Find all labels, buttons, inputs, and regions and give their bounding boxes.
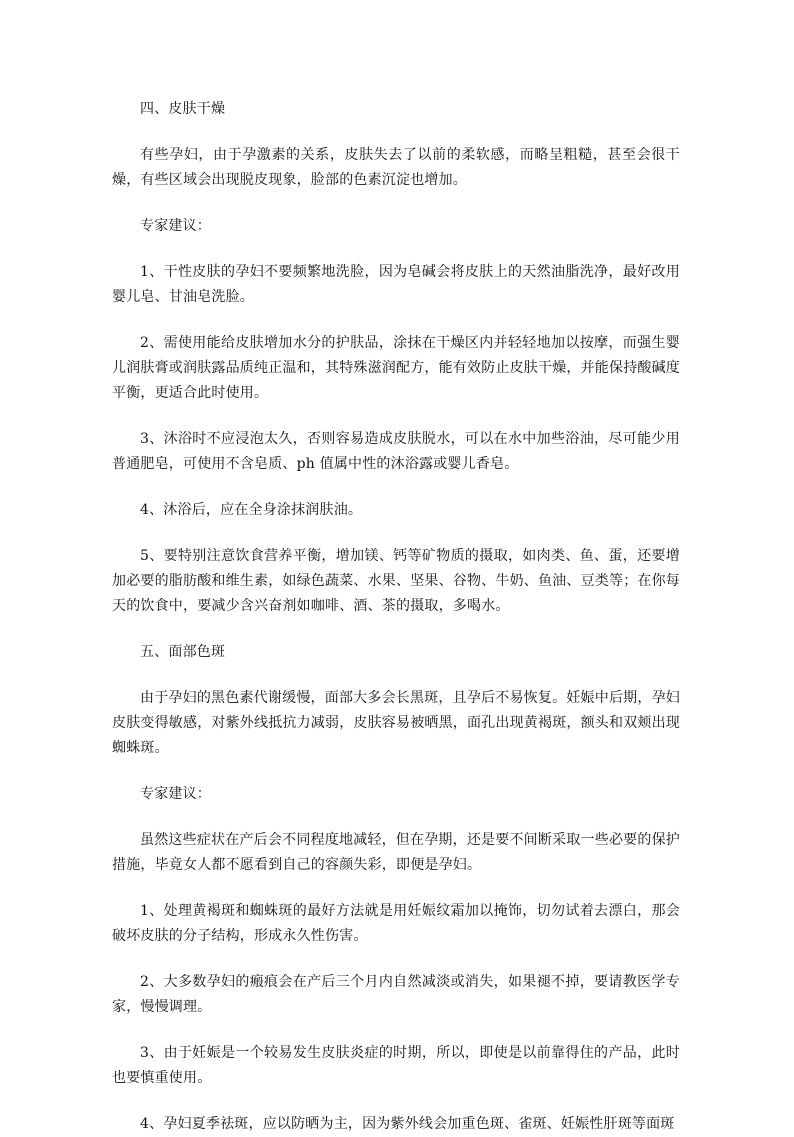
advice-item-1: 1、干性皮肤的孕妇不要频繁地洗脸，因为皂碱会将皮肤上的天然油脂洗净，最好改用婴儿皂、甘油皂洗脸。 [112,264,680,305]
advice-item-3: 3、沐浴时不应浸泡太久，否则容易造成皮肤脱水，可以在水中加些浴油，尽可能少用普通肥皂，可使用不含皂质、ph 值属中性的沐浴露或婴儿香皂。 [112,431,680,472]
spot-advice-item-2: 2、大多数孕妇的瘢痕会在产后三个月内自然减淡或消失，如果褪不掉，要请教医学专家，慢慢调理。 [112,974,680,1015]
advice-item-2: 2、需使用能给皮肤增加水分的护肤品，涂抹在干燥区内并轻轻地加以按摩，而强生婴儿润肤膏或润肤露品质纯正温和，其特殊滋润配方，能有效防止皮肤干燥，并能保持酸碱度平衡，更适合此时使用。 [112,335,680,401]
document-body [112,97,680,1137]
paragraph-advice-intro: 虽然这些症状在产后会不同程度地减轻，但在孕期，还是要不间断采取一些必要的保护措施，毕竟女人都不愿看到自己的容颜失彩，即便是孕妇。 [112,832,680,873]
paragraph-facial-spots-intro: 由于孕妇的黑色素代谢缓慢，面部大多会长黑斑，且孕后不易恢复。妊娠中后期，孕妇皮肤变得敏感，对紫外线抵抗力减弱，皮肤容易被晒黑，面孔出现黄褐斑，额头和双颊出现蜘蛛斑。 [112,690,680,756]
expert-advice-heading: 专家建议： [140,218,211,234]
section-heading-facial-spots: 五、面部色斑 [140,644,226,660]
advice-item-5: 5、要特别注意饮食营养平衡，增加镁、钙等矿物质的摄取，如肉类、鱼、蛋，还要增加必要的脂肪酸和维生素，如绿色蔬菜、水果、坚果、谷物、牛奶、鱼油、豆类等；在你每天的饮食中，要减少含兴奋剂如咖啡、酒、茶的摄取，多喝水。 [112,548,680,614]
spot-advice-item-1: 1、处理黄褐斑和蜘蛛斑的最好方法就是用妊娠纹霜加以掩饰，切勿试着去漂白，那会破坏皮肤的分子结构，形成永久性伤害。 [112,903,680,944]
spot-advice-item-4: 4、孕妇夏季祛斑，应以防晒为主，因为紫外线会加重色斑、雀斑、妊娠性肝斑等面斑 [140,1116,675,1132]
expert-advice-heading-2: 专家建议： [140,786,211,802]
spot-advice-item-3: 3、由于妊娠是一个较易发生皮肤炎症的时期，所以，即使是以前靠得住的产品，此时也要慎重使用。 [112,1045,680,1086]
section-heading-dry-skin: 四、皮肤干燥 [140,101,226,117]
paragraph-dry-skin-intro: 有些孕妇，由于孕激素的关系，皮肤失去了以前的柔软感，而略呈粗糙，甚至会很干燥，有些区域会出现脱皮现象，脸部的色素沉淀也增加。 [112,147,680,188]
advice-item-4: 4、沐浴后，应在全身涂抹润肤油。 [140,502,363,518]
